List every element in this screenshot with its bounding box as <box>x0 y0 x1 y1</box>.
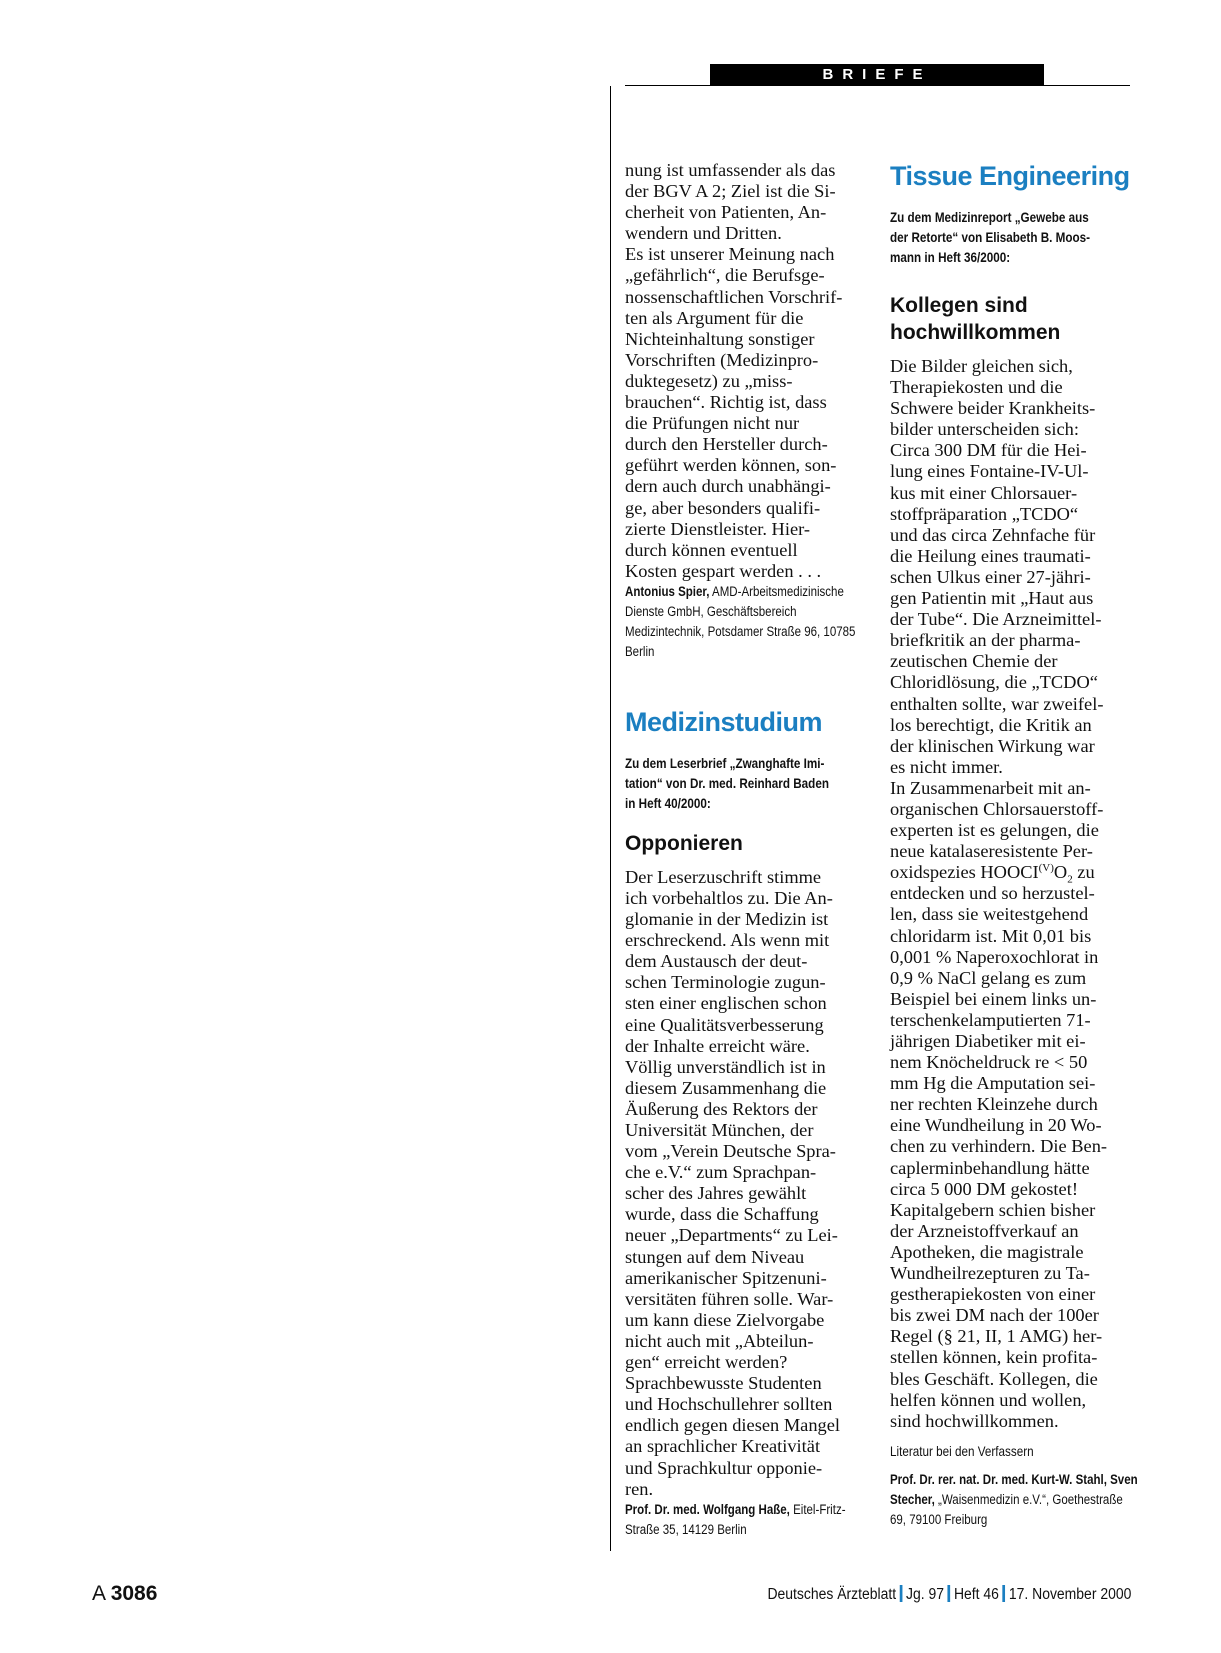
section2-body: Der Leserzuschrift stimme ich vorbehaltlos zu. Die An- glomanie in der Medizin ist erschreckend. Als wenn mit dem Austausch der deut- schen Terminologie zugun- sten einer englischen schon eine Qualitätsverbesserung der Inhalte erreicht wäre. Völlig unverständlich ist in diesem Zusammenhang die Äußerung des Rektors der Universität München, der vom „Verein Deutsche Spra- che e.V.“ zum Sprachpan- scher des Jahres gewählt wurde, dass die Schaffung neuer „Departments“ zu Lei- stungen auf dem Niveau amerikanischer Spitzenuni- versitäten führen solle. War- um kann diese Zielvorgabe nicht auch mit „Abteilun- gen“ erreicht werden? Sprachbewusste Studenten und Hochschullehrer sollten endlich gegen diesen Mangel an sprachlicher Kreativität und Sprachkultur opponie- ren. <box>625 866 840 1499</box>
section-header-bar <box>710 64 1044 86</box>
page-prefix: A <box>92 1582 111 1605</box>
tissue-body-part1: Die Bilder gleichen sich, Therapiekosten und die Schwere beider Krankheits- bilder unterscheiden sich: Circa 300 DM für die Hei- lung eines Fontaine-IV-Ul- kus mit einer Chlorsauer- stoffpräparation „TCDO“ und das circa Zehnfache für die Heilung eines traumati- schen Ulkus einer 27-jähri- gen Patientin mit „Haut aus der Tube“. Die Arzneimittel- briefkritik an der pharma- zeutischen Chemie der Chloridlösung, die „TCDO“ enthalten sollte, war zweifel- los berechtigt, die Kritik an der klinischen Wirkung war es nicht immer. In Zusammenarbeit mit an- organischen Chlorsauerstoff- experten ist es gelungen, die neue katalaseresistente Per- <box>890 356 1104 862</box>
tissue-signature <box>890 1470 1139 1530</box>
section-title-tissue-engineering: Tissue Engineering <box>890 161 1130 191</box>
column-divider <box>610 86 611 1551</box>
header-rule <box>625 85 1130 86</box>
left-column <box>625 160 870 1540</box>
tissue-address: „Waisenmedizin e.V.“, Goethestraße 69, 79100 Freiburg <box>890 1491 1123 1527</box>
footer-separator <box>947 1585 950 1602</box>
section-label: BRIEFE <box>822 66 932 83</box>
section2-author: Prof. Dr. med. Wolfgang Haße, <box>625 1501 790 1517</box>
tissue-subhead: Kollegen sind hochwillkommen <box>890 294 1061 344</box>
tissue-author: Prof. Dr. rer. nat. Dr. med. Kurt-W. Stahl, Sven Stecher, <box>890 1471 1138 1507</box>
section2-reference: Zu dem Leserbrief „Zwanghafte Imi- tation“ von Dr. med. Reinhard Baden in Heft 40/2000: <box>625 755 829 811</box>
journal-issue: Heft 46 <box>953 1586 999 1603</box>
page-footer <box>0 1582 1221 1612</box>
journal-info <box>767 1585 1131 1604</box>
page-number-value: 3086 <box>110 1582 158 1605</box>
right-column <box>890 160 1138 1530</box>
letter1-address: AMD-Arbeitsmedizinische Dienste GmbH, Geschäftsbereich Medizintechnik, Potsdamer Straße 96, 10785 Berlin <box>625 583 856 659</box>
section2-subhead: Opponieren <box>625 831 743 855</box>
tissue-body-part2: entdecken und so herzustel- len, dass sie weitestgehend chloridarm ist. Mit 0,01 bis 0,001 % Naperoxochlorat in 0,9 % NaCl gelang es zum Beispiel bei einem links un- terschenkelamputierten 71- jährigen Diabetiker mit ei- nem Knöcheldruck re < 50 mm Hg die Amputation sei- ner rechten Kleinzehe durch eine Wundheilung in 20 Wo- chen zu verhindern. Die Ben- caplerminbehandlung hätte circa 5 000 DM gekostet! Kapitalgebern schien bisher der Arzneistoffverkauf an Apotheken, die magistrale Wundheilrezepturen zu Ta- gestherapiekosten von einer bis zwei DM nach der 100er Regel (§ 21, II, 1 AMG) her- stellen können, kein profita- bles Geschäft. Kollegen, die helfen können und wollen, sind hochwillkommen. <box>890 883 1108 1431</box>
section-title-medizinstudium: Medizinstudium <box>625 706 822 737</box>
letter1-body: nung ist umfassender als das der BGV A 2; Ziel ist die Si- cherheit von Patienten, An- wendern und Dritten. Es ist unserer Meinung nach „gefährlich“, die Berufsge- nossenschaftlichen Vorschrif- ten als Argument für die Nichteinhaltung sonstiger Vorschriften (Medizinpro- duktegesetz) zu „miss- brauchen“. Richtig ist, dass die Prüfungen nicht nur durch den Hersteller durch- geführt werden können, son- dern auch durch unabhängi- ge, aber besonders qualifi- zierte Dienstleister. Hier- durch können eventuell Kosten gespart werden . . . <box>625 160 843 581</box>
journal-date: 17. November 2000 <box>1008 1586 1131 1603</box>
letter1-author: Antonius Spier, <box>625 583 710 599</box>
journal-name: Deutsches Ärzteblatt <box>767 1586 896 1603</box>
formula-suffix: zu <box>1072 862 1095 883</box>
formula-superscript: (V) <box>1038 862 1054 875</box>
page-number <box>92 1582 157 1606</box>
footer-separator <box>1002 1585 1005 1602</box>
literature-note: Literatur bei den Verfassern <box>890 1443 1034 1459</box>
section2-address: Eitel-Fritz-Straße 35, 14129 Berlin <box>625 1501 846 1537</box>
journal-volume: Jg. 97 <box>905 1586 944 1603</box>
formula-mid: O <box>1053 862 1068 883</box>
tissue-reference: Zu dem Medizinreport „Gewebe aus der Retorte“ von Elisabeth B. Moos- mann in Heft 36/2000: <box>890 210 1091 265</box>
section2-signature <box>625 1500 874 1540</box>
footer-separator <box>899 1585 902 1602</box>
tissue-formula-line <box>890 862 1135 886</box>
formula-prefix: oxidspezies HOOCI <box>890 862 1039 883</box>
formula-subscript: 2 <box>1067 873 1073 886</box>
letter1-signature <box>625 582 874 662</box>
